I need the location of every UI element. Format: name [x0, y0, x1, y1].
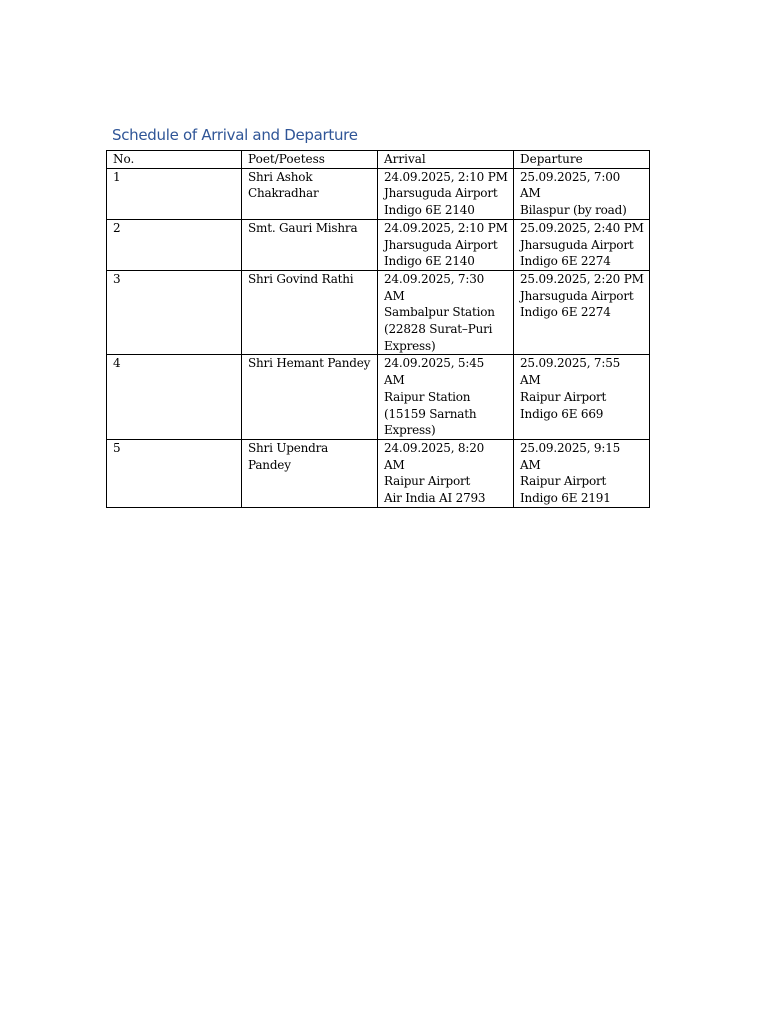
cell-arrival-line: Jharsuguda Airport — [384, 237, 498, 252]
header-poet: Poet/Poetess — [242, 151, 378, 169]
cell-departure — [514, 168, 650, 219]
cell-departure-line: 25.09.2025, 7:00 — [520, 169, 621, 184]
cell-departure-line: AM — [520, 186, 541, 201]
cell-arrival-line: Raipur Station — [384, 389, 471, 404]
header-row — [107, 151, 650, 169]
cell-arrival-line: AM — [384, 457, 405, 472]
cell-departure-line: Bilaspur (by road) — [520, 203, 627, 218]
cell-arrival-line: Express) — [384, 338, 436, 353]
cell-arrival-line: (15159 Sarnath — [384, 406, 477, 421]
table-header — [107, 151, 650, 169]
cell-arrival-line: (22828 Surat–Puri — [384, 322, 493, 337]
cell-departure-line: Indigo 6E 2274 — [520, 305, 611, 320]
cell-arrival — [378, 168, 514, 219]
table-row — [107, 270, 650, 355]
cell-arrival-line: Express) — [384, 423, 436, 438]
cell-departure-line: Raipur Airport — [520, 474, 607, 489]
cell-arrival — [378, 355, 514, 440]
table-body — [107, 168, 650, 507]
cell-no: 2 — [107, 219, 242, 270]
cell-poet-line: Shri Govind Rathi — [248, 271, 354, 286]
cell-arrival-line: Indigo 6E 2140 — [384, 254, 475, 269]
header-arrival: Arrival — [378, 151, 514, 169]
cell-arrival-line: 24.09.2025, 2:10 PM — [384, 220, 508, 235]
table-row — [107, 439, 650, 507]
cell-departure-line: AM — [520, 373, 541, 388]
cell-departure-line: 25.09.2025, 2:40 PM — [520, 220, 644, 235]
table-row — [107, 355, 650, 440]
cell-poet-line: Shri Upendra — [248, 440, 329, 455]
header-departure: Departure — [514, 151, 650, 169]
cell-departure — [514, 439, 650, 507]
page-title: Schedule of Arrival and Departure — [112, 126, 358, 144]
cell-arrival-line: Jharsuguda Airport — [384, 186, 498, 201]
cell-poet — [242, 168, 378, 219]
cell-arrival-line: AM — [384, 288, 405, 303]
cell-arrival-line: 24.09.2025, 2:10 PM — [384, 169, 508, 184]
cell-departure-line: Jharsuguda Airport — [520, 237, 634, 252]
cell-departure-line: 25.09.2025, 2:20 PM — [520, 271, 644, 286]
header-no: No. — [107, 151, 242, 169]
cell-departure-line: Indigo 6E 669 — [520, 406, 604, 421]
cell-no: 5 — [107, 439, 242, 507]
cell-arrival-line: 24.09.2025, 5:45 — [384, 356, 485, 371]
cell-poet-line: Chakradhar — [248, 186, 319, 201]
cell-no: 4 — [107, 355, 242, 440]
cell-departure-line: AM — [520, 457, 541, 472]
cell-no: 1 — [107, 168, 242, 219]
cell-departure-line: 25.09.2025, 9:15 — [520, 440, 621, 455]
cell-departure-line: Jharsuguda Airport — [520, 288, 634, 303]
cell-departure-line: Raipur Airport — [520, 389, 607, 404]
cell-departure — [514, 355, 650, 440]
cell-arrival-line: Indigo 6E 2140 — [384, 203, 475, 218]
cell-poet — [242, 439, 378, 507]
cell-departure — [514, 219, 650, 270]
cell-poet-line: Shri Ashok — [248, 169, 313, 184]
cell-poet-line: Pandey — [248, 457, 291, 472]
cell-poet-line: Shri Hemant Pandey — [248, 356, 371, 371]
cell-arrival-line: AM — [384, 373, 405, 388]
cell-arrival — [378, 270, 514, 355]
cell-departure-line: 25.09.2025, 7:55 — [520, 356, 621, 371]
cell-arrival-line: 24.09.2025, 8:20 — [384, 440, 485, 455]
cell-arrival — [378, 439, 514, 507]
cell-poet-line: Smt. Gauri Mishra — [248, 220, 358, 235]
cell-arrival — [378, 219, 514, 270]
schedule-table — [106, 150, 650, 508]
cell-poet — [242, 355, 378, 440]
cell-poet — [242, 270, 378, 355]
cell-departure — [514, 270, 650, 355]
cell-arrival-line: Raipur Airport — [384, 474, 471, 489]
cell-arrival-line: Air India AI 2793 — [384, 491, 486, 506]
cell-poet — [242, 219, 378, 270]
table-row — [107, 219, 650, 270]
cell-arrival-line: 24.09.2025, 7:30 — [384, 271, 485, 286]
cell-departure-line: Indigo 6E 2191 — [520, 491, 611, 506]
cell-arrival-line: Sambalpur Station — [384, 305, 495, 320]
cell-no: 3 — [107, 270, 242, 355]
cell-departure-line: Indigo 6E 2274 — [520, 254, 611, 269]
table-row — [107, 168, 650, 219]
